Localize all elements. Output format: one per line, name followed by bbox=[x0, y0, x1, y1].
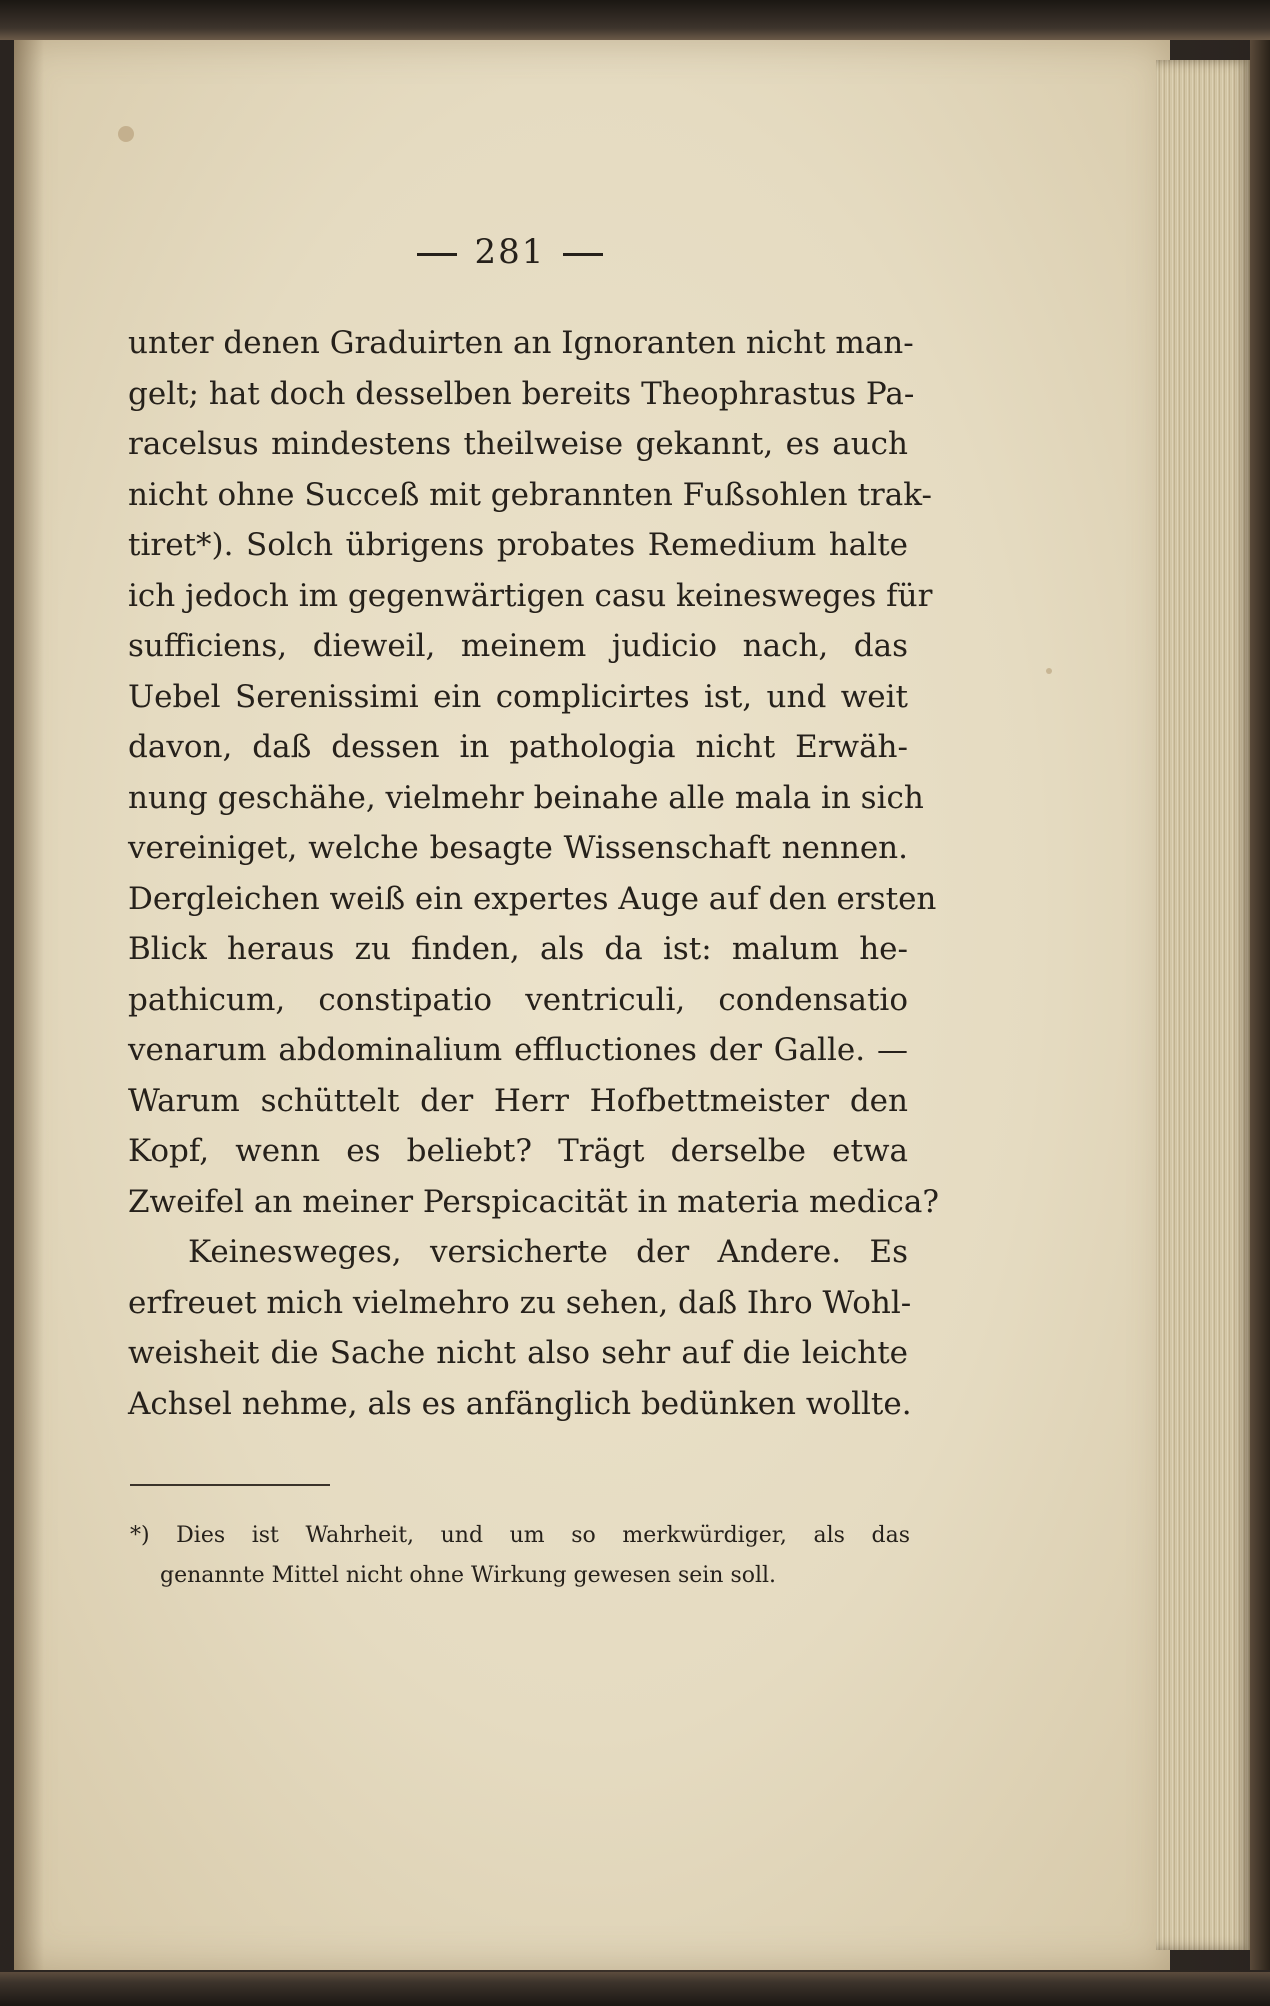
footnote-line: *) Dies ist Wahrheit, und um so merkwürdiger, als das bbox=[130, 1523, 910, 1548]
text-line: racelsus mindestens theilweise gekannt, es auch bbox=[128, 426, 908, 462]
text-line: venarum abdominalium effluctiones der Galle. — bbox=[128, 1032, 908, 1068]
foxing-spot bbox=[118, 126, 134, 142]
book-cover-top bbox=[0, 0, 1270, 40]
text-line: erfreuet mich vielmehro zu sehen, daß Ihro Wohl- bbox=[128, 1284, 912, 1321]
foxing-spot bbox=[1046, 668, 1052, 674]
header-dash-left bbox=[417, 253, 457, 256]
text-line: vereiniget, welche besagte Wissenschaft nennen. bbox=[128, 830, 908, 866]
text-line: tiret*). Solch übrigens probates Remedium halte bbox=[128, 527, 908, 563]
text-line: Zweifel an meiner Perspicacität in materia medica? bbox=[128, 1183, 939, 1220]
text-line: gelt; hat doch desselben bereits Theophrastus Pa- bbox=[128, 375, 915, 412]
book-cover-right bbox=[1250, 40, 1270, 1970]
book-cover-bottom bbox=[0, 1972, 1270, 2006]
page-header bbox=[380, 232, 640, 272]
text-line: nung geschähe, vielmehr beinahe alle mala in sich bbox=[128, 779, 924, 816]
text-line: Warum schüttelt der Herr Hofbettmeister den bbox=[128, 1082, 908, 1119]
text-line: weisheit die Sache nicht also sehr auf die leichte bbox=[128, 1335, 908, 1371]
text-line: Kopf, wenn es beliebt? Trägt derselbe etwa bbox=[128, 1133, 908, 1169]
text-line: Dergleichen weiß ein expertes Auge auf den ersten bbox=[128, 880, 937, 917]
page-edges bbox=[1156, 60, 1252, 1950]
page-number: 281 bbox=[474, 232, 546, 272]
text-line: ich jedoch im gegenwärtigen casu keinesweges für bbox=[128, 577, 933, 614]
header-dash-right bbox=[563, 253, 603, 256]
text-line: pathicum, constipatio ventriculi, condensatio bbox=[128, 981, 908, 1018]
footnote-rule bbox=[130, 1484, 330, 1486]
text-line-paragraph-start: Keinesweges, versicherte der Andere. Es bbox=[188, 1234, 908, 1270]
text-line: nicht ohne Succeß mit gebrannten Fußsohlen trak- bbox=[128, 476, 932, 513]
text-line: davon, daß dessen in pathologia nicht Erwäh- bbox=[128, 729, 908, 765]
text-line: Uebel Serenissimi ein complicirtes ist, und weit bbox=[128, 678, 908, 715]
text-line: unter denen Graduirten an Ignoranten nicht man- bbox=[128, 325, 914, 361]
footnote bbox=[130, 1516, 910, 1596]
body-text bbox=[128, 318, 939, 1429]
footnote-line: genannte Mittel nicht ohne Wirkung gewesen sein soll. bbox=[160, 1563, 777, 1588]
text-line: sufficiens, dieweil, meinem judicio nach, das bbox=[128, 628, 908, 664]
text-line: Achsel nehme, als es anfänglich bedünken wollte. bbox=[128, 1385, 912, 1422]
text-line: Blick heraus zu finden, als da ist: malum he- bbox=[128, 931, 908, 967]
spine-shadow bbox=[14, 40, 44, 1970]
